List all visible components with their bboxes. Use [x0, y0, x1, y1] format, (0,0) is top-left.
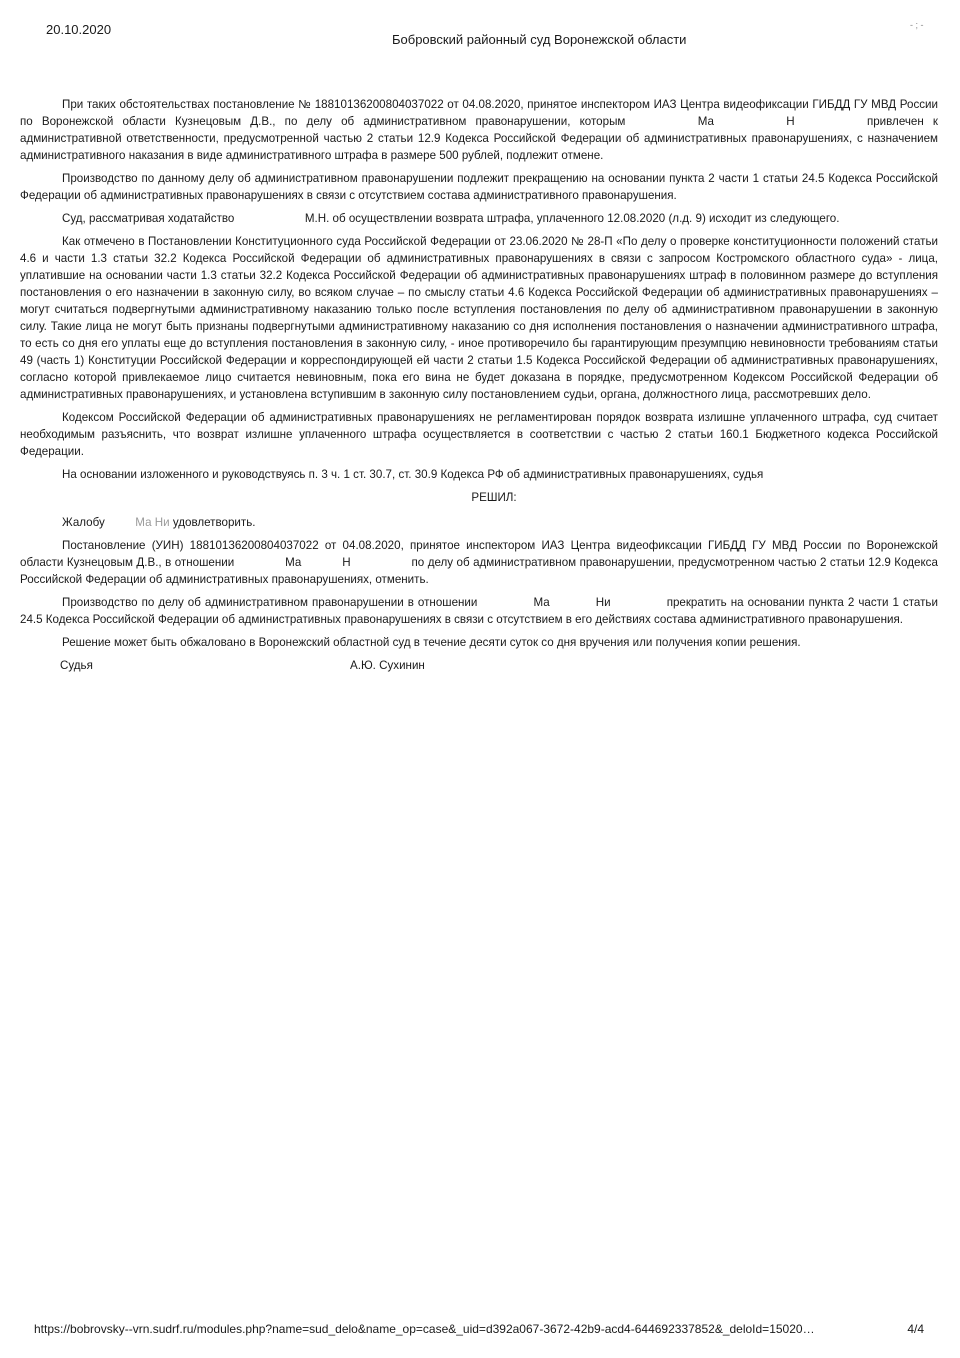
text-segment: прекратить на основании пункта 2 части 1 статьи 24.5 Кодекса Российской Федерации об административных правонарушениях в связи с отсутствием в его действиях состава административного правонарушения. [20, 596, 938, 626]
court-name-header: Бобровский районный суд Воронежской области [392, 32, 687, 47]
document-body [20, 96, 938, 674]
paragraph-resolution-cancel [20, 537, 938, 588]
redacted-name [804, 116, 858, 128]
redacted-initial: Ни [595, 596, 611, 609]
paragraph-decision-cancel [20, 96, 938, 164]
text-segment: Суд, рассматривая ходатайство [62, 212, 235, 225]
text-segment: М.Н. об осуществлении возврата штрафа, уплаченного 12.08.2020 (л.д. 9) исходит из следующего. [304, 212, 840, 225]
redacted-name [481, 597, 529, 609]
redacted-name [238, 557, 282, 569]
paragraph-termination: Производство по данному делу об административном правонарушении подлежит прекращению на основании пункта 2 части 1 статьи 24.5 Кодекса Российской Федерации об административных правонарушениях в связи с отсутствием состава административного правонарушения. [20, 172, 938, 202]
redacted-initial: Ма [285, 556, 302, 569]
text-segment: привлечен к административной ответственности, предусмотренной частью 2 статьи 12.9 Кодекса Российской Федерации об административных правонарушениях, с назначением административного наказания в виде административного штрафа в размере 500 рублей, подлежит отмене. [20, 115, 938, 162]
print-footer [34, 1322, 924, 1336]
source-url: https://bobrovsky--vrn.sudrf.ru/modules.php?name=sud_delo&name_op=case&_uid=d392a067-3672-42b9-acd4-644692337852&_deloId=15020… [34, 1322, 815, 1336]
text-segment: Жалобу [62, 516, 105, 529]
redacted-name [354, 557, 408, 569]
judge-label: Судья [60, 659, 93, 672]
text-segment: удовлетворить. [172, 516, 256, 529]
redacted-name [554, 597, 592, 609]
redacted-name [108, 517, 132, 529]
resolved-heading: РЕШИЛ: [471, 491, 517, 504]
text-segment: Производство по делу об административном правонарушении в отношении [62, 596, 478, 609]
text-segment: Постановление (УИН) 18810136200804037022 от 04.08.2020, принятое инспектором ИАЗ Центра видеофиксации ГИБДД ГУ МВД России по Воронежской области Кузнецовым Д.В., в отношении [20, 539, 938, 569]
print-date: 20.10.2020 [46, 22, 112, 37]
paragraph-grounds: На основании изложенного и руководствуясь п. 3 ч. 1 ст. 30.7, ст. 30.9 Кодекса РФ об административных правонарушениях, судья [62, 468, 764, 481]
paragraph-complaint-granted [20, 514, 938, 531]
judge-name: А.Ю. Сухинин [350, 659, 425, 672]
redacted-initial: Н [786, 115, 795, 128]
paragraph-petition [20, 210, 938, 227]
redacted-name [635, 116, 689, 128]
paragraph-refund: Кодексом Российской Федерации об административных правонарушениях не регламентирован порядок возврата излишне уплаченного штрафа, суд считает необходимым разъяснить, что возврат излишне уплаченного штрафа осуществляется в соответствии с частью 2 статьи 160.1 Бюджетного кодекса Российской Федерации. [20, 411, 938, 458]
redacted-initial: Ма [533, 596, 550, 609]
redacted-name [238, 213, 302, 225]
paragraph-constitutional-court: Как отмечено в Постановлении Конституционного суда Российской Федерации от 23.06.2020 № 28-П «По делу о проверке конституционности положений статьи 4.6 и части 1.3 статьи 32.2 Кодекса Российской Федерации об административных правонарушениях в связи с запросом Костромского областного суда» - лица, уплатившие на основании части 1.3 статьи 32.2 Кодекса Российской Федерации об административных правонарушениях штраф в половинном размере до вступления постановления о его назначении в законную силу, во всяком случае – по смыслу статьи 4.6 Кодекса Российской Федерации об административных правонарушениях – могут считаться подвергнутыми административному наказанию только после вступления постановления по делу об административном правонарушении в законную силу. Такие лица не могут быть признаны подвергнутыми административному наказанию со дня исполнения постановления о назначении административного штрафа, то есть со дня его уплаты еще до вступления постановления в законную силу, - иное противоречило бы гарантирующим презумпцию невиновности требованиям статьи 49 (часть 1) Конституции Российской Федерации и корреспондирующей ей части 2 статьи 1.5 Кодекса Российской Федерации об административных правонарушениях, согласно которой привлекаемое лицо считается невиновным, пока его вина не будет доказана в порядке, предусмотренном Кодексом Российской Федерации об административных правонарушениях, и установлена вступившим в законную силу постановлением судьи, органа, должностного лица, рассмотревших дело. [20, 235, 938, 401]
paragraph-appeal: Решение может быть обжаловано в Воронежский областной суд в течение десяти суток со дня вручения или получения копии решения. [62, 636, 801, 649]
text-segment: При таких обстоятельствах постановление № 18810136200804037022 от 04.08.2020, принятое инспектором ИАЗ Центра видеофиксации ГИБДД ГУ МВД России по Воронежской области Кузнецовым Д.В., по делу об административном правонарушении, которым [20, 98, 938, 128]
page-number: 4/4 [907, 1322, 924, 1336]
signature-block [20, 657, 938, 674]
redacted-name [615, 597, 663, 609]
paragraph-proceedings-terminate [20, 594, 938, 628]
redacted-name [723, 116, 777, 128]
scan-marks: - ; - [910, 20, 924, 30]
redacted-name [305, 557, 339, 569]
redacted-initial: Н [342, 556, 351, 569]
redacted-initial: Ма [697, 115, 714, 128]
text-segment: по делу об административном правонарушении, предусмотренном частью 2 статьи 12.9 Кодекса Российской Федерации об административных правонарушениях, отменить. [20, 556, 938, 586]
redacted-faint-text: Ма Ни [135, 516, 170, 529]
